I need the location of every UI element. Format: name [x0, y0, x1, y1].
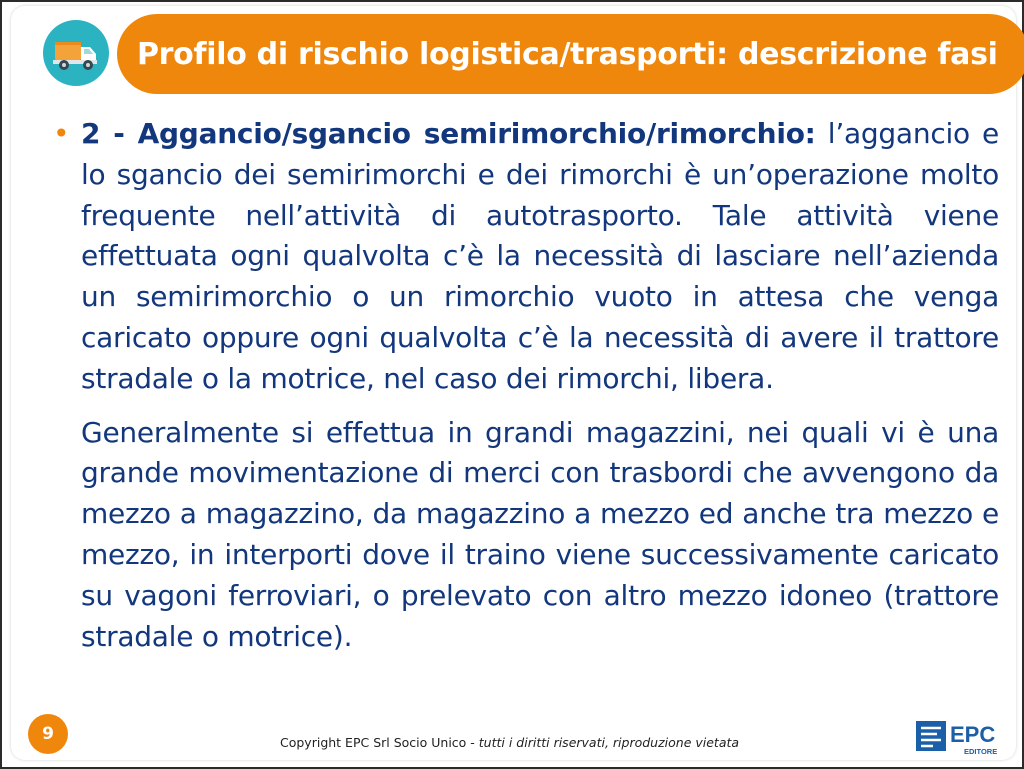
copyright-text: Copyright EPC Srl Socio Unico - [280, 735, 479, 750]
paragraph-1 [53, 114, 999, 400]
copyright-notice [280, 735, 739, 750]
epc-logo [915, 720, 1007, 756]
truck-icon [43, 20, 109, 86]
paragraph-1-text: l’aggancio e lo sgancio dei semirimorchi e dei rimorchi è un’operazione molto frequente nell’attività di autotrasporto. Tale attività viene effettuata ogni qualvolta c’è la necessità di lasciare nell’azienda un semirimorchio o un rimorchio vuoto in attesa che venga caricato oppure ogni qualvolta c’è la necessità di avere il trattore stradale o la motrice, nel caso dei rimorchi, libera. [81, 117, 999, 395]
bullet-icon: • [53, 117, 70, 150]
copyright-rights: tutti i diritti riservati, riproduzione vietata [478, 735, 740, 750]
logo-text: EPC [950, 722, 996, 747]
slide [11, 6, 1016, 760]
logo-subtext: EDITORE [964, 747, 998, 756]
paragraph-2: Generalmente si effettua in grandi magazzini, nei quali vi è una grande movimentazione di merci con trasbordi che avvengono da mezzo a magazzino, da magazzino a mezzo ed anche tra mezzo e mezzo, in interporti dove il traino viene successivamente caricato su vagoni ferroviari, o prelevato con altro mezzo idoneo (trattore stradale o motrice). [81, 415, 999, 653]
slide-title: Profilo di rischio logistica/trasporti: descrizione fasi [137, 36, 998, 72]
bullet-lead: 2 - Aggancio/sgancio semirimorchio/rimorchio: [81, 117, 816, 150]
slide-content [53, 114, 999, 657]
page-number: 9 [28, 714, 68, 754]
title-bar [117, 14, 1024, 94]
